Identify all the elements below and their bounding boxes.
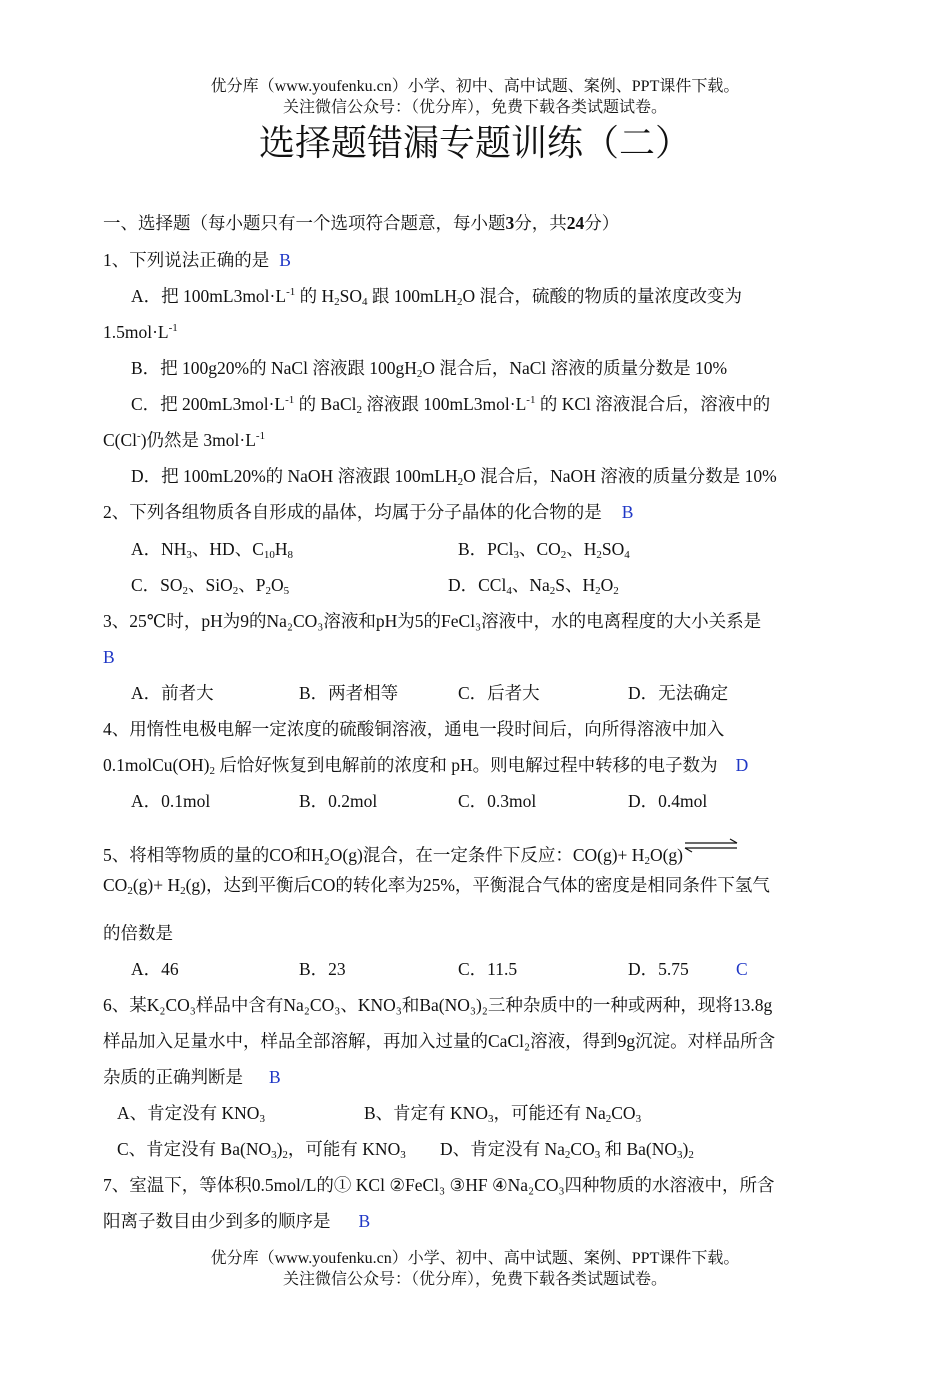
question-2-option-d: D．CCl$_4$、$Na_2S$、$H_2O_2$ [448,575,619,597]
section-heading: 一、选择题（每小题只有一个选项符合题意，每小题3分，共24分） [103,213,620,233]
question-6-stem-cont-2: 杂质的正确判断是 B [103,1067,281,1087]
question-2-option-b: B．PCl$_3$、$CO_2$、$H_2SO_4$ [458,539,630,561]
answer-6: B [269,1067,281,1087]
question-2-option-c: C．$SO_2$、SiO$_2$、$P_2O_5$ [131,575,290,597]
question-4-option-d: D．0.4mol [628,791,708,811]
question-3-option-a: A．前者大 [131,683,214,703]
question-4-option-b: B．0.2mol [299,791,378,811]
question-4-stem: 4、用惰性电极电解一定浓度的硫酸铜溶液，通电一段时间后，向所得溶液中加入 [103,719,725,739]
header-line-2: 关注微信公众号：（优分库），免费下载各类试题试卷。 [282,99,667,116]
answer-3: B [103,647,115,667]
question-1-option-a-cont: $1.5mol\cdot L^{-1}$ [103,322,178,342]
question-6-stem: 6、某K₂CO₃样品中含有Na₂CO₃、KNO₃和Ba(NO₃)₂三种杂质中的一种或两种，现将13.8g [103,995,773,1015]
question-1-option-d: D．把 100mL20%的 NaOH 溶液跟 100mLH$_2$O 混合后，NaOH 溶液的质量分数是 10% [131,466,777,488]
footer-line-2: 关注微信公众号：（优分库），免费下载各类试题试卷。 [282,1271,667,1288]
answer-1: B [279,250,291,270]
footer-line-1: 优分库（www.youfenku.cn）小学、初中、高中试题、案例、PPT课件下载。 [210,1250,740,1267]
question-1-option-c-cont: C(Cl-)仍然是 $3mol\cdot L^{-1}$ [103,430,266,450]
question-1-option-c: C．把 $200mL3mol\cdot L^{-1}$ 的 BaCl$_2$ 溶液跟 $100mL3mol\cdot L^{-1}$ 的 KCl 溶液混合后，溶液中的 [131,394,771,416]
question-6-option-a: A、肯定没有 $KNO_3$ [117,1103,265,1125]
question-2-stem: 2、下列各组物质各自形成的晶体，均属于分子晶体的化合物的是 B [103,502,634,522]
question-2-option-a: A．$NH_3$、HD、$C_{10}H_8$ [131,539,294,561]
question-6-stem-cont: 样品加入足量水中，样品全部溶解，再加入过量的CaCl₂溶液，得到9g沉淀。对样品所含 [103,1031,776,1051]
question-4-option-a: A．0.1mol [131,791,211,811]
question-3-option-c: C．后者大 [458,683,540,703]
answer-4: D [735,755,749,775]
question-5-option-c: C．11.5 [458,959,518,979]
answer-7: B [358,1211,371,1231]
answer-2: B [621,502,634,522]
question-6-option-c: C、肯定没有 $Ba(NO_3)_2$，可能有 $KNO_3$ [117,1139,406,1161]
question-5-stem-cont-2: 的倍数是 [103,923,173,943]
question-4-stem-cont: $0.1molCu(OH)_2$ 后恰好恢复到电解前的浓度和 pH。则电解过程中转移的电子数为 D [103,755,749,777]
question-6-option-b: B、肯定有 $KNO_3$，可能还有 $Na_2CO_3$ [364,1103,642,1125]
question-5-option-b: B．23 [299,959,346,979]
question-1-stem: 1、下列说法正确的是 B [103,250,291,270]
question-5-stem-cont: $CO_2(g)+ H_2(g)$，达到平衡后CO的转化率为25%，平衡混合气体的密度是相同条件下氢气 [103,875,770,897]
question-3-option-b: B．两者相等 [299,683,399,703]
question-3-option-d: D．无法确定 [628,683,729,703]
page-title: 选择题错漏专题训练（二） [258,123,691,163]
question-6-option-d: D、肯定没有 $Na_2CO_3$ 和 $Ba(NO_3)_2$ [440,1139,694,1161]
question-3-stem: 3、25℃时，pH为9的Na₂CO₃溶液和pH为5的FeCl₃溶液中，水的电离程度的大小关系是 [103,611,762,631]
question-5-option-d: D．5.75 [628,959,689,979]
question-7-stem-cont: 阳离子数目由少到多的顺序是 B [103,1211,371,1231]
question-5-stem: 5、将相等物质的量的CO和H₂O(g)混合，在一定条件下反应：$CO(g)+ H_2O(g)$ [103,835,739,869]
answer-5: C [736,959,748,979]
question-5-option-a: A．46 [131,959,179,979]
question-4-option-c: C．0.3mol [458,791,537,811]
header-line-1: 优分库（www.youfenku.cn）小学、初中、高中试题、案例、PPT课件下载。 [210,78,740,95]
question-1-option-a: A．把 $100mL3mol\cdot L^{-1}$ 的 $H_2SO_4$ 跟 100mLH$_2$O 混合，硫酸的物质的量浓度改变为 [131,286,742,308]
question-1-option-b: B．把 100g20%的 NaCl 溶液跟 $100gH_2O$ 混合后，NaCl 溶液的质量分数是 10% [131,358,728,380]
question-7-stem: 7、室温下，等体积0.5mol/L的① KCl ②FeCl₃ ③HF ④Na₂CO₃四种物质的水溶液中，所含 [103,1175,775,1195]
equilibrium-arrow-icon [683,835,739,853]
